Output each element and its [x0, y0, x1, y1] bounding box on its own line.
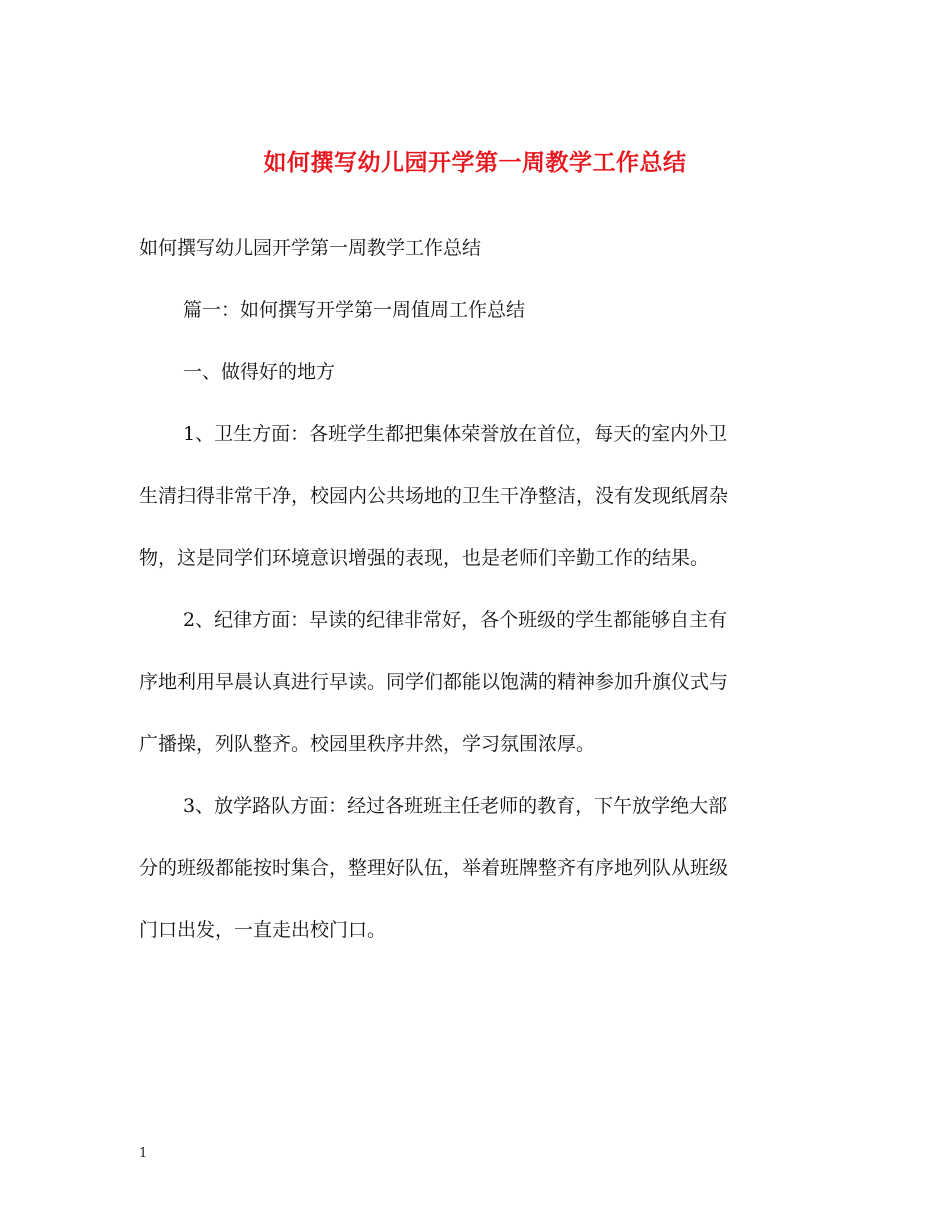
- paragraph-line: 2、纪律方面：早读的纪律非常好，各个班级的学生都能够自主有: [183, 609, 728, 631]
- paragraph-line: 序地利用早晨认真进行早读。同学们都能以饱满的精神参加升旗仪式与: [139, 671, 729, 693]
- subsection-heading: 一、做得好的地方: [183, 361, 336, 383]
- paragraph-line: 1、卫生方面：各班学生都把集体荣誉放在首位，每天的室内外卫: [183, 423, 728, 445]
- paragraph-line: 3、放学路队方面：经过各班班主任老师的教育，下午放学绝大部: [183, 795, 728, 817]
- paragraph-line: 分的班级都能按时集合，整理好队伍，举着班牌整齐有序地列队从班级: [139, 857, 729, 879]
- document-body: [139, 227, 819, 971]
- page-number: 1: [139, 1146, 148, 1161]
- paragraph-line: 物，这是同学们环境意识增强的表现，也是老师们辛勤工作的结果。: [139, 547, 710, 569]
- document-title: 如何撰写幼儿园开学第一周教学工作总结: [263, 149, 687, 176]
- section-heading: 篇一：如何撰写开学第一周值周工作总结: [183, 299, 526, 321]
- paragraph-line: 广播操，列队整齐。校园里秩序井然，学习氛围浓厚。: [139, 733, 596, 755]
- paragraph-line: 门口出发，一直走出校门口。: [139, 919, 387, 941]
- subtitle-line: 如何撰写幼儿园开学第一周教学工作总结: [139, 237, 482, 259]
- paragraph-line: 生清扫得非常干净，校园内公共场地的卫生干净整洁，没有发现纸屑杂: [139, 485, 729, 507]
